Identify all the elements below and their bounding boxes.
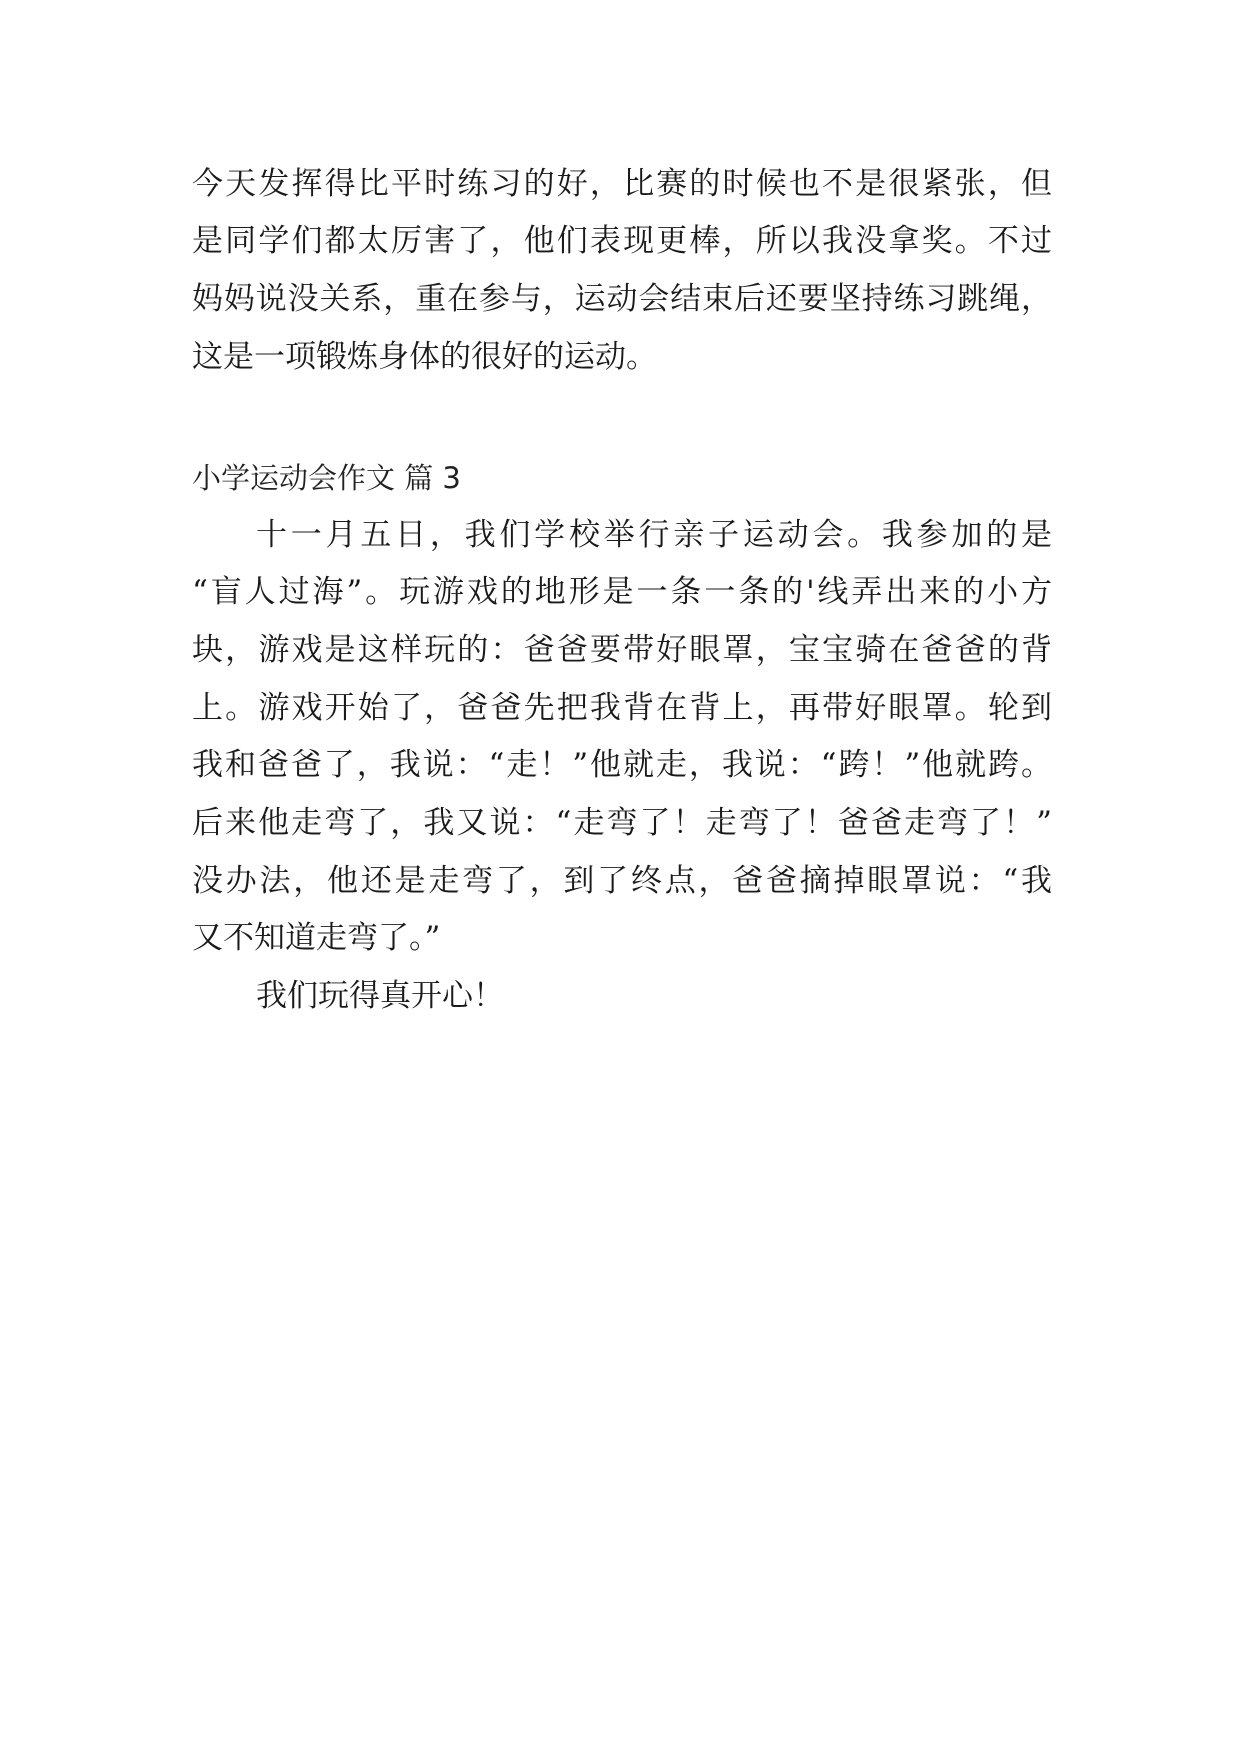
section-heading: 小学运动会作文 篇 3 [192, 461, 461, 495]
paragraph-line: 我和爸爸了，我说：“走！”他就走，我说：“跨！”他就跨。 [192, 747, 1052, 783]
paragraph-line: 没办法，他还是走弯了，到了终点，爸爸摘掉眼罩说：“我 [192, 863, 1052, 899]
paragraph-line: 又不知道走弯了。” [192, 920, 441, 956]
paragraph-line: 块，游戏是这样玩的：爸爸要带好眼罩，宝宝骑在爸爸的背 [192, 632, 1052, 668]
paragraph-line: 十一月五日，我们学校举行亲子运动会。我参加的是 [256, 517, 1052, 553]
paragraph-line: “盲人过海”。玩游戏的地形是一条一条的'线弄出来的小方 [192, 574, 1052, 610]
paragraph-line: 这是一项锻炼身体的很好的运动。 [192, 339, 657, 375]
paragraph-line: 今天发挥得比平时练习的好，比赛的时候也不是很紧张，但 [192, 166, 1052, 202]
paragraph-line: 妈妈说没关系，重在参与，运动会结束后还要坚持练习跳绳， [192, 281, 1052, 317]
paragraph-line: 我们玩得真开心！ [256, 978, 504, 1014]
paragraph-line: 后来他走弯了，我又说：“走弯了！走弯了！爸爸走弯了！” [192, 805, 1052, 841]
paragraph-line: 是同学们都太厉害了，他们表现更棒，所以我没拿奖。不过 [192, 223, 1052, 259]
paragraph-line: 上。游戏开始了，爸爸先把我背在背上，再带好眼罩。轮到 [192, 690, 1052, 726]
